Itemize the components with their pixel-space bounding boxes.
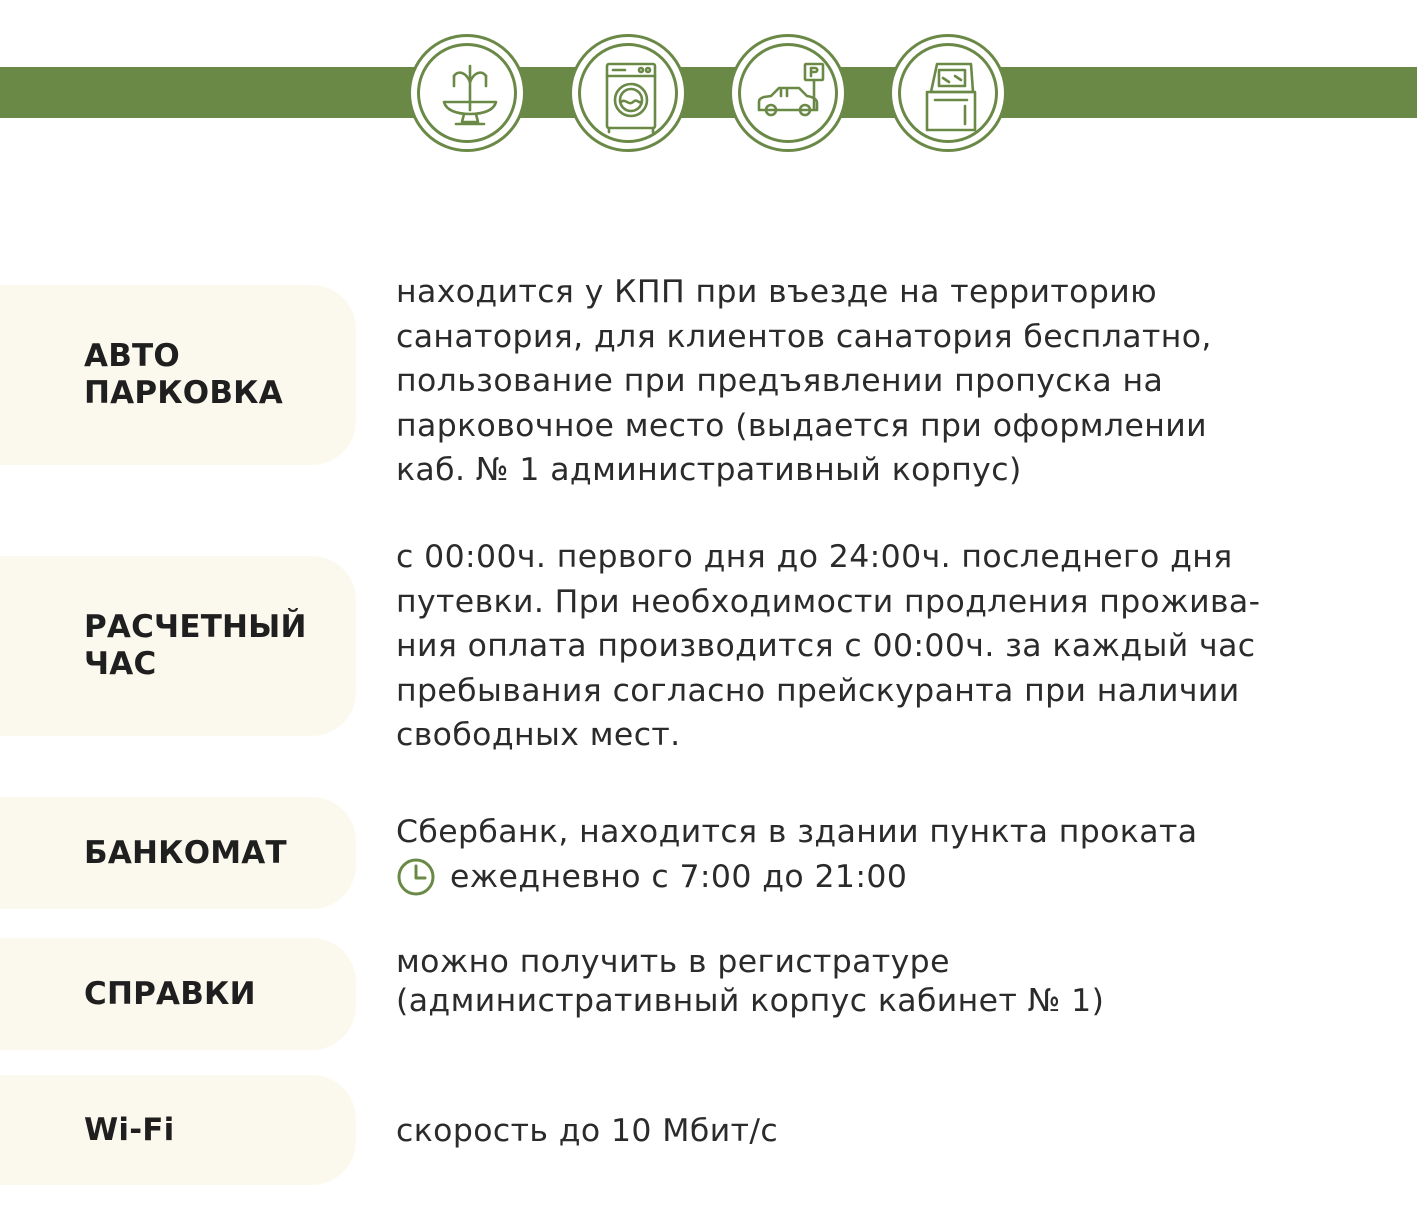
desc-line: путевки. При необходимости продления прожива-	[396, 583, 1261, 620]
row-label-wifi: Wi-Fi	[84, 1111, 175, 1148]
row-label-checkout: РАСЧЕТНЫЙ ЧАС	[84, 609, 307, 682]
desc-line: с 00:00ч. первого дня до 24:00ч. последнего дня	[396, 539, 1233, 575]
desc-line: скорость до 10 Мбит/с	[396, 1113, 779, 1149]
label-box-checkout	[0, 556, 356, 736]
desc-line: пользование при предъявлении пропуска на	[396, 363, 1164, 399]
row-label-parking: АВТО ПАРКОВКА	[84, 338, 283, 411]
row-desc-atm	[396, 810, 1396, 899]
desc-line: парковочное место (выдается при оформлении	[396, 407, 1207, 444]
header-band	[0, 67, 1417, 118]
atm-icon	[889, 34, 1007, 152]
row-label-certificates: СПРАВКИ	[84, 975, 256, 1012]
opening-hours: ежедневно с 7:00 до 21:00	[450, 858, 908, 895]
row-desc-wifi	[396, 1109, 1396, 1154]
desc-line: находится у КПП при въезде на территорию	[396, 274, 1158, 310]
washing-machine-icon	[569, 34, 687, 152]
row-desc-parking	[396, 270, 1396, 493]
car-parking-icon	[729, 34, 847, 152]
label-box-parking	[0, 285, 356, 465]
label-box-certificates	[0, 938, 356, 1050]
row-desc-checkout	[396, 535, 1396, 758]
label-box-wifi	[0, 1075, 356, 1185]
row-label-atm: БАНКОМАТ	[84, 834, 287, 871]
hours-line	[396, 855, 1396, 900]
desc-line: свободных мест.	[396, 717, 681, 753]
row-desc-certificates	[396, 940, 1396, 1023]
desc-line: можно получить в регистратуре	[396, 944, 950, 980]
desc-line: санатория, для клиентов санатория бесплатно,	[396, 318, 1212, 355]
desc-line: Сбербанк, находится в здании пункта проката	[396, 814, 1198, 850]
desc-line: ния оплата производится с 00:00ч. за каждый час	[396, 628, 1256, 664]
clock-icon	[396, 857, 436, 897]
desc-line: пребывания согласно прейскуранта при наличии	[396, 672, 1240, 709]
desc-line: (административный корпус кабинет № 1)	[396, 982, 1105, 1019]
desc-line: каб. № 1 административный корпус)	[396, 452, 1022, 488]
label-box-atm	[0, 797, 356, 909]
fountain-icon	[408, 34, 526, 152]
